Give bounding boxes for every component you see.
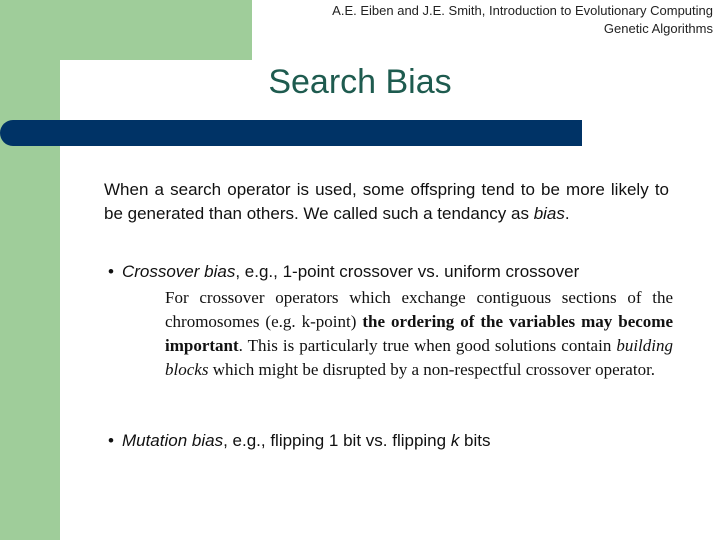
- sub-text-2: . This is particularly true when good solutions contain: [238, 336, 617, 355]
- mutation-bias-text: , e.g., flipping 1 bit vs. flipping: [223, 431, 451, 450]
- sub-bold-text: the ordering of the variables may become important: [165, 312, 673, 355]
- bullet-mutation-bias: [108, 431, 708, 451]
- sub-text-3: which might be disrupted by a non-respectful crossover operator.: [208, 360, 656, 379]
- intro-text: When a search operator is used, some offspring tend to be more likely to be generated than others. We called such a tendancy as: [104, 180, 669, 223]
- slide-title: Search Bias: [268, 63, 452, 101]
- crossover-bias-text: , e.g., 1-point crossover vs. uniform crossover: [235, 262, 580, 281]
- building-blocks-term: building blocks: [165, 336, 673, 379]
- mutation-bias-term: Mutation bias: [121, 431, 224, 450]
- sub-text-1: For crossover operators which exchange contiguous sections of the chromosomes (e.g. k-point): [165, 288, 673, 331]
- title-underline-bar: [0, 120, 582, 146]
- intro-bias-term: bias: [533, 204, 565, 223]
- top-green-panel: [0, 0, 252, 60]
- mutation-bias-tail: bits: [459, 431, 491, 450]
- crossover-bias-term: Crossover bias: [121, 262, 236, 281]
- bullet-marker: •: [108, 262, 114, 281]
- intro-paragraph: [104, 178, 669, 226]
- header-citation: A.E. Eiben and J.E. Smith, Introduction to Evolutionary Computing: [332, 3, 713, 18]
- intro-period: .: [564, 204, 570, 223]
- bullet-marker: •: [108, 431, 114, 450]
- crossover-explanation: [165, 286, 673, 382]
- bullet-crossover-bias: [108, 262, 708, 282]
- k-variable: k: [450, 431, 460, 450]
- header-chapter: Genetic Algorithms: [603, 21, 713, 36]
